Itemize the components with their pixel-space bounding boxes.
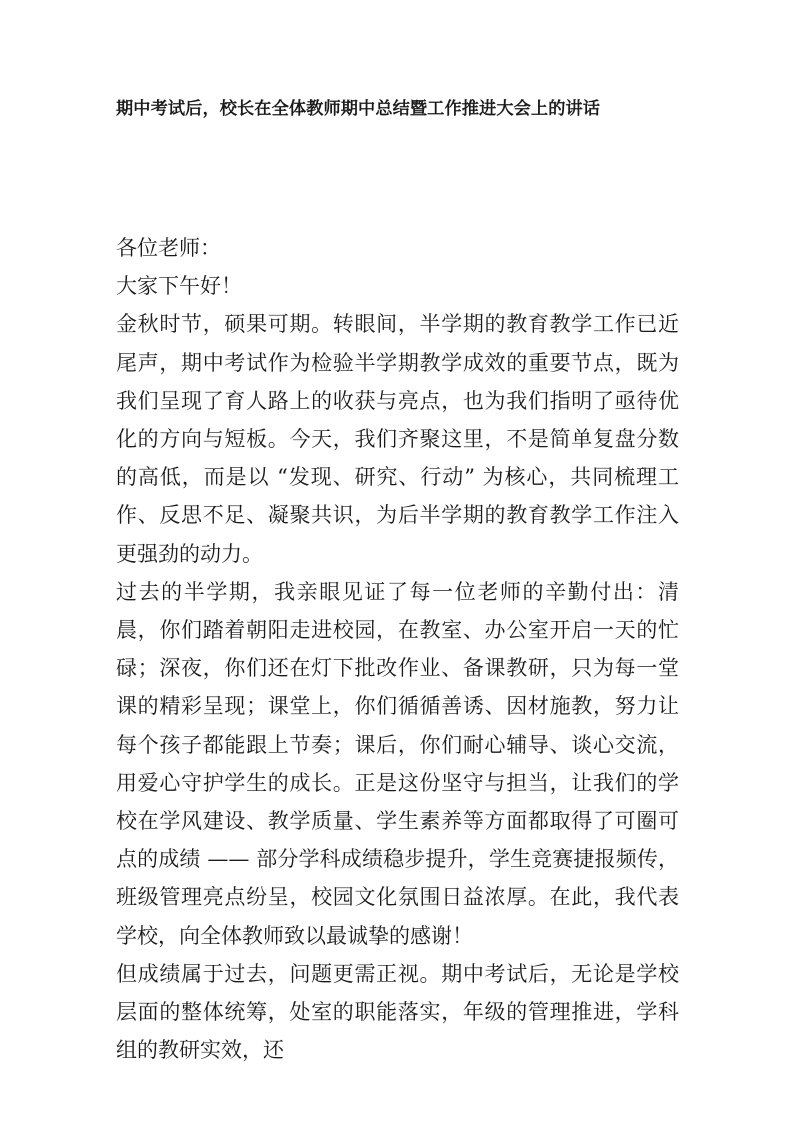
title-body-spacer <box>116 122 679 229</box>
greeting-line: 大家下午好！ <box>116 274 242 299</box>
salutation-line: 各位老师： <box>116 236 221 260</box>
body-paragraph-1: 金秋时节，硕果可期。转眼间，半学期的教育教学工作已近尾声，期中考试作为检验半学期教学成效的重要节点，既为我们呈现了育人路上的收获与亮点，也为我们指明了亟待优化的方向与短板。今天，我们齐聚这里，不是简单复盘分数的高低，而是以 “发现、研究、行动” 为核心，共同梳理工作、反思不足、凝聚共识，为后半学期的教育教学工作注入更强劲的动力。 <box>116 312 679 566</box>
body-paragraph-3: 但成绩属于过去，问题更需正视。期中考试后，无论是学校层面的整体统筹，处室的职能落实，年级的管理推进，学科组的教研实效，还 <box>116 961 679 1063</box>
document-text-column <box>116 96 679 1069</box>
document-title: 期中考试后，校长在全体教师期中总结暨工作推进大会上的讲话 <box>116 99 601 119</box>
body-paragraph-2: 过去的半学期，我亲眼见证了每一位老师的辛勤付出：清晨，你们踏着朝阳走进校园，在教室、办公室开启一天的忙碌；深夜，你们还在灯下批改作业、备课教研，只为每一堂课的精彩呈现；课堂上，你们循循善诱、因材施教，努力让每个孩子都能跟上节奏；课后，你们耐心辅导、谈心交流，用爱心守护学生的成长。正是这份坚守与担当，让我们的学校在学风建设、教学质量、学生素养等方面都取得了可圈可点的成绩 —— 部分学科成绩稳步提升，学生竞赛捷报频传，班级管理亮点纷呈，校园文化氛围日益浓厚。在此，我代表学校，向全体教师致以最诚挚的感谢！ <box>116 579 679 948</box>
